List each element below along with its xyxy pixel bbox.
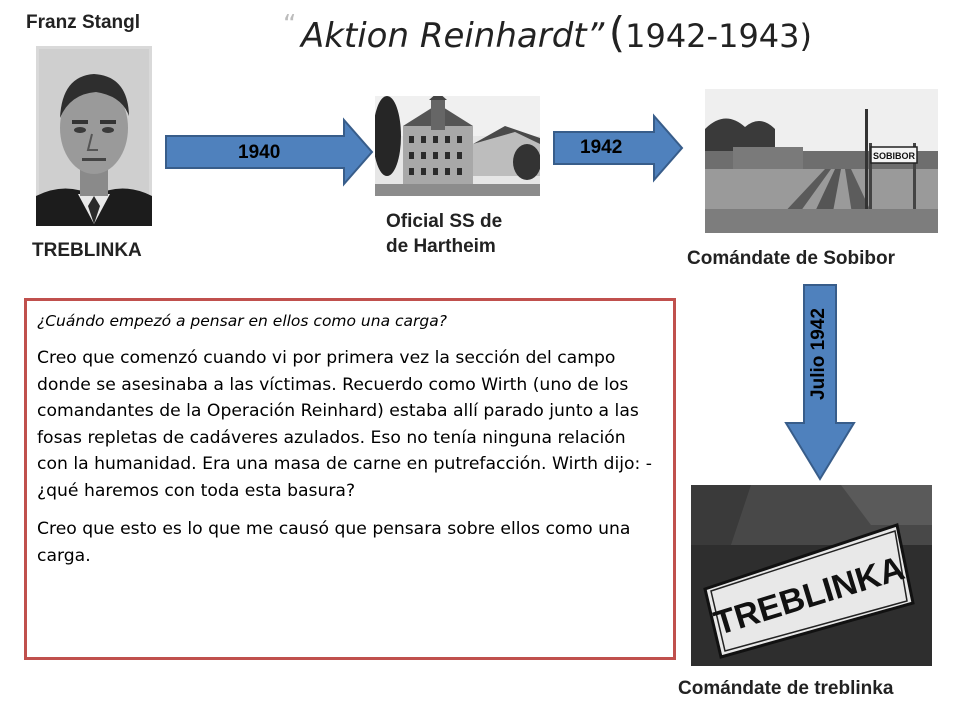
sobibor-station-photo (705, 89, 938, 233)
title-name: Aktion Reinhardt” (300, 16, 605, 56)
slide-title (283, 8, 883, 68)
hartheim-caption-line1: Oficial SS de (386, 211, 503, 232)
arrow-julio-1942 (784, 283, 856, 481)
quote-spacer-2 (37, 504, 661, 516)
sobibor-sign-text: SOBIBOR (872, 151, 916, 161)
treblinka-sign-text: TREBLINKA (709, 549, 909, 643)
arrow-julio-1942-label: Julio 1942 (808, 308, 829, 400)
sobibor-caption: Comándate de Sobibor (687, 248, 895, 269)
person-camp: TREBLINKA (32, 240, 142, 261)
hartheim-castle-photo (375, 96, 540, 196)
title-years: 1942-1943) (625, 17, 812, 55)
treblinka-caption: Comándate de treblinka (678, 678, 894, 699)
portrait-photo (36, 46, 152, 226)
hartheim-caption (386, 209, 502, 259)
hartheim-caption-line2: de Hartheim (386, 236, 496, 257)
arrow-1942-label: 1942 (580, 137, 623, 158)
quote-question: ¿Cuándo empezó a pensar en ellos como una carga? (37, 312, 447, 330)
arrow-1942 (552, 114, 684, 182)
title-paren: ( (608, 8, 626, 57)
arrow-1940-label: 1940 (238, 142, 281, 163)
quote-answer: Creo que comenzó cuando vi por primera vez la sección del campo donde se asesinaba a las víctimas. Recuerdo como Wirth (uno de los comandantes de la Operación Reinhard) estaba allí parado junto a las fosas repletas de cadáveres azulados. Eso no tenía ninguna relación con la humanidad. Era una masa de carne en putrefacción. Wirth dijo: - ¿qué haremos con toda esta basura? (37, 348, 652, 501)
quote-conclusion: Creo que esto es lo que me causó que pensara sobre ellos como una carga. (37, 519, 631, 566)
arrow-1940 (164, 118, 374, 186)
person-name: Franz Stangl (26, 12, 141, 33)
title-open-quote: “ (283, 10, 297, 40)
quote-box (24, 298, 676, 660)
quote-spacer (37, 333, 661, 345)
treblinka-sign-photo (691, 485, 932, 666)
